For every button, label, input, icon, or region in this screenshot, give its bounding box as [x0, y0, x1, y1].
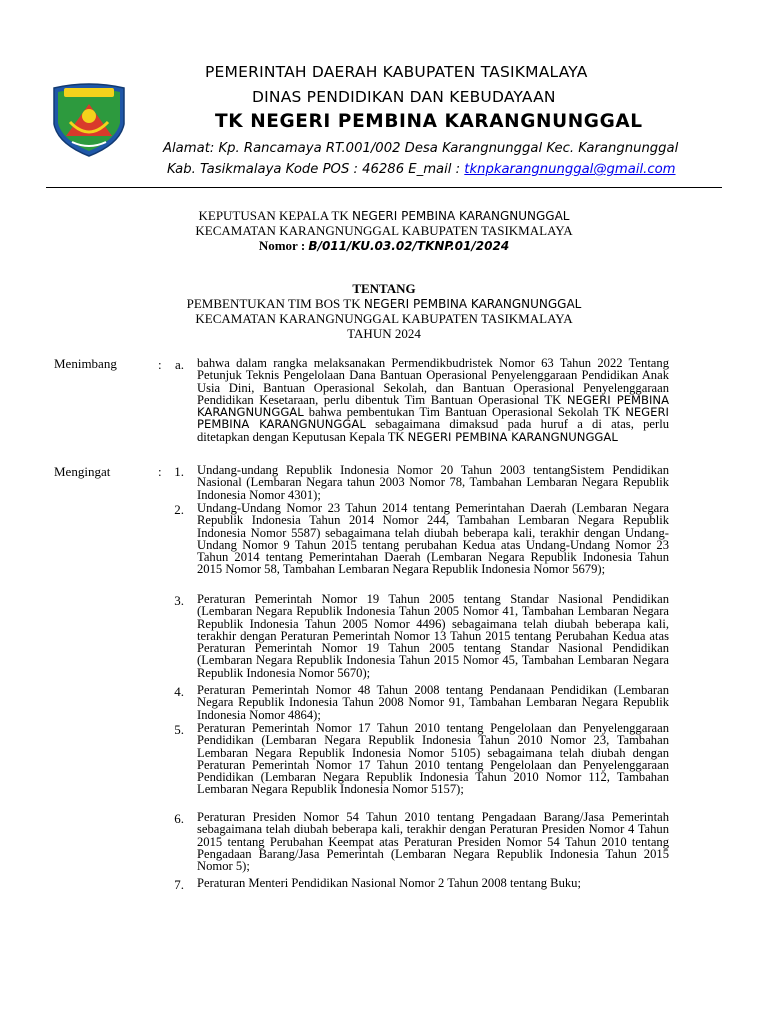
- regency-emblem-logo: [48, 78, 130, 158]
- menimbang-text-part1: bahwa dalam rangka melaksanakan Permendikbudristek Nomor 63 Tahun 2022 Tentang Petunjuk Teknis Pengelolaan Dana Bantuan Operasional Penyelenggaraan Pendidikan Anak Usia Dini, Bantuan Operasional Sekolah, dan Bantuan Operasional Penyelenggaraan Pendidikan Kesetaraan, perlu dibentuk Tim Bantuan Operasional TK: [197, 356, 669, 407]
- mengingat-item-text: Undang-undang Republik Indonesia Nomor 20 Tahun 2003 tentangSistem Pendidikan Nasional (Lembaran Negara tahun 2003 Nomor 78, Tambahan Lembaran Negara Republik Indonesia Nomor 4301);: [197, 463, 669, 502]
- mengingat-item-number: 1.: [174, 464, 184, 479]
- mengingat-item-number: 6.: [174, 811, 184, 826]
- email-link[interactable]: tknpkarangnunggal@gmail.com: [464, 162, 676, 177]
- mengingat-item-text: Peraturan Pemerintah Nomor 19 Tahun 2005 tentang Standar Nasional Pendidikan (Lembaran Negara Republik Indonesia Tahun 2005 Nomor 41, Tambahan Lembaran Negara Republik Indonesia Tahun 2005 Nomor 4496) sebagaimana telah diubah beberapa kali, terakhir dengan Peraturan Pemerintah Nomor 13 Tahun 2015 tentang Perubahan Kedua atas Peraturan Pemerintah Nomor 19 Tahun 2005 tentang Standar Nasional Pendidikan (Lembaran Negara Republik Indonesia Tahun 2015 Nomor 45, Tambahan Lembaran Negara Republik Indonesia Nomor 5670);: [197, 592, 669, 680]
- mengingat-item-text: Peraturan Pemerintah Nomor 48 Tahun 2008 tentang Pendanaan Pendidikan (Lembaran Negara Republik Indonesia Tahun 2008 Nomor 91, Tambahan Lembaran Negara Republik Indonesia Nomor 4864);: [197, 683, 669, 722]
- mengingat-item-number: 3.: [174, 593, 184, 608]
- menimbang-text: [197, 357, 669, 443]
- letterhead-government-line: PEMERINTAH DAERAH KABUPATEN TASIKMALAYA: [205, 63, 588, 81]
- letterhead-school-name: TK NEGERI PEMBINA KARANGNUNGGAL: [215, 111, 643, 132]
- mengingat-item-number: 5.: [174, 722, 184, 737]
- mengingat-label: Mengingat: [54, 464, 111, 479]
- mengingat-item-text: Peraturan Pemerintah Nomor 17 Tahun 2010 tentang Pengelolaan dan Penyelenggaraan Pendidikan (Lembaran Negara Republik Indonesia Tahun 2010 Nomor 23, Tambahan Lembaran Negara Republik Indonesia Nomor 5105) sebagaimana telah diubah dengan Peraturan Pemerintah Nomor 17 Tahun 2010 tentang Pengelolaan dan Penyelenggaraan Pendidikan (Lembaran Negara Republik Indonesia Tahun 2010 Nomor 112, Tambahan Lembaran Negara Republik Indonesia Nomor 5157);: [197, 721, 669, 797]
- subject-year: TAHUN 2024: [347, 326, 421, 341]
- menimbang-text-part3: sebagaimana dimaksud pada huruf a di atas, perlu ditetapkan dengan Keputusan Kepala TK: [197, 417, 669, 444]
- decree-title-line1: [0, 208, 768, 224]
- mengingat-item-text: Undang-Undang Nomor 23 Tahun 2014 tentang Pemerintahan Daerah (Lembaran Negara Republik Indonesia Tahun 2014 Nomor 244, Tambahan Lembaran Negara Republik Indonesia Nomor 5587) sebagaimana telah diubah beberapa kali, terakhir dengan Undang-Undang Nomor 9 Tahun 2015 tentang perubahan Kedua atas Undang-Undang Nomor 23 Tahun 2014 tentang Pemerintahan Daerah (Lembaran Negara Republik Indonesia Tahun 2015 Nomor 58, Tambahan Lembaran Negara Republik Indonesia Nomor 5679);: [197, 501, 669, 577]
- subject-prefix: PEMBENTUKAN TIM BOS TK: [186, 296, 361, 311]
- mengingat-item-text: Peraturan Menteri Pendidikan Nasional Nomor 2 Tahun 2008 tentang Buku;: [197, 876, 581, 890]
- menimbang-school-1: NEGERI PEMBINA KARANGNUNGGAL: [197, 392, 669, 420]
- decree-number-label: Nomor :: [258, 238, 309, 253]
- contact-prefix: Kab. Tasikmalaya Kode POS : 46286 E_mail :: [167, 162, 465, 177]
- subject-school: NEGERI PEMBINA KARANGNUNGGAL: [363, 297, 582, 311]
- decree-number: [0, 238, 768, 254]
- mengingat-item-number: 4.: [174, 684, 184, 699]
- mengingat-item-number: 7.: [174, 877, 184, 892]
- subject-line1: [0, 296, 768, 312]
- menimbang-colon: :: [158, 357, 162, 372]
- menimbang-label: Menimbang: [54, 356, 117, 371]
- menimbang-text-part2: bahwa pembentukan Tim Bantuan Operasional Sekolah TK: [308, 405, 621, 420]
- mengingat-colon: :: [158, 464, 162, 479]
- letterhead-contact: [167, 162, 676, 177]
- mengingat-item-number: 2.: [174, 502, 184, 517]
- letterhead-agency-line: DINAS PENDIDIKAN DAN KEBUDAYAAN: [252, 88, 556, 106]
- decree-title-prefix: KEPUTUSAN KEPALA TK: [198, 208, 349, 223]
- decree-title-school: NEGERI PEMBINA KARANGNUNGGAL: [351, 209, 570, 223]
- decree-number-value: B/011/KU.03.02/TKNP.01/2024: [308, 239, 510, 253]
- decree-title-line2: KECAMATAN KARANGNUNGGAL KABUPATEN TASIKMALAYA: [195, 223, 573, 238]
- menimbang-item-letter: a.: [174, 357, 184, 372]
- mengingat-item-text: Peraturan Presiden Nomor 54 Tahun 2010 tentang Pengadaan Barang/Jasa Pemerintah sebagaimana telah diubah beberapa kali, terakhir dengan Peraturan Presiden Nomor 4 Tahun 2015 tentang Perubahan Keempat atas Peraturan Presiden Nomor 54 Tahun 2010 tentang Pengadaan Barang/Jasa Pemerintah (Lembaran Negara Republik Indonesia Tahun 2015 Nomor 5);: [197, 810, 669, 874]
- letterhead-divider: [46, 187, 722, 188]
- subject-line2: KECAMATAN KARANGNUNGGAL KABUPATEN TASIKMALAYA: [195, 311, 573, 326]
- menimbang-school-2: NEGERI PEMBINA KARANGNUNGGAL: [197, 405, 669, 432]
- letterhead: [0, 0, 768, 190]
- letterhead-address: Alamat: Kp. Rancamaya RT.001/002 Desa Karangnunggal Kec. Karangnunggal: [163, 141, 679, 156]
- tentang-heading: TENTANG: [352, 281, 416, 296]
- menimbang-school-3: NEGERI PEMBINA KARANGNUNGGAL: [407, 429, 618, 444]
